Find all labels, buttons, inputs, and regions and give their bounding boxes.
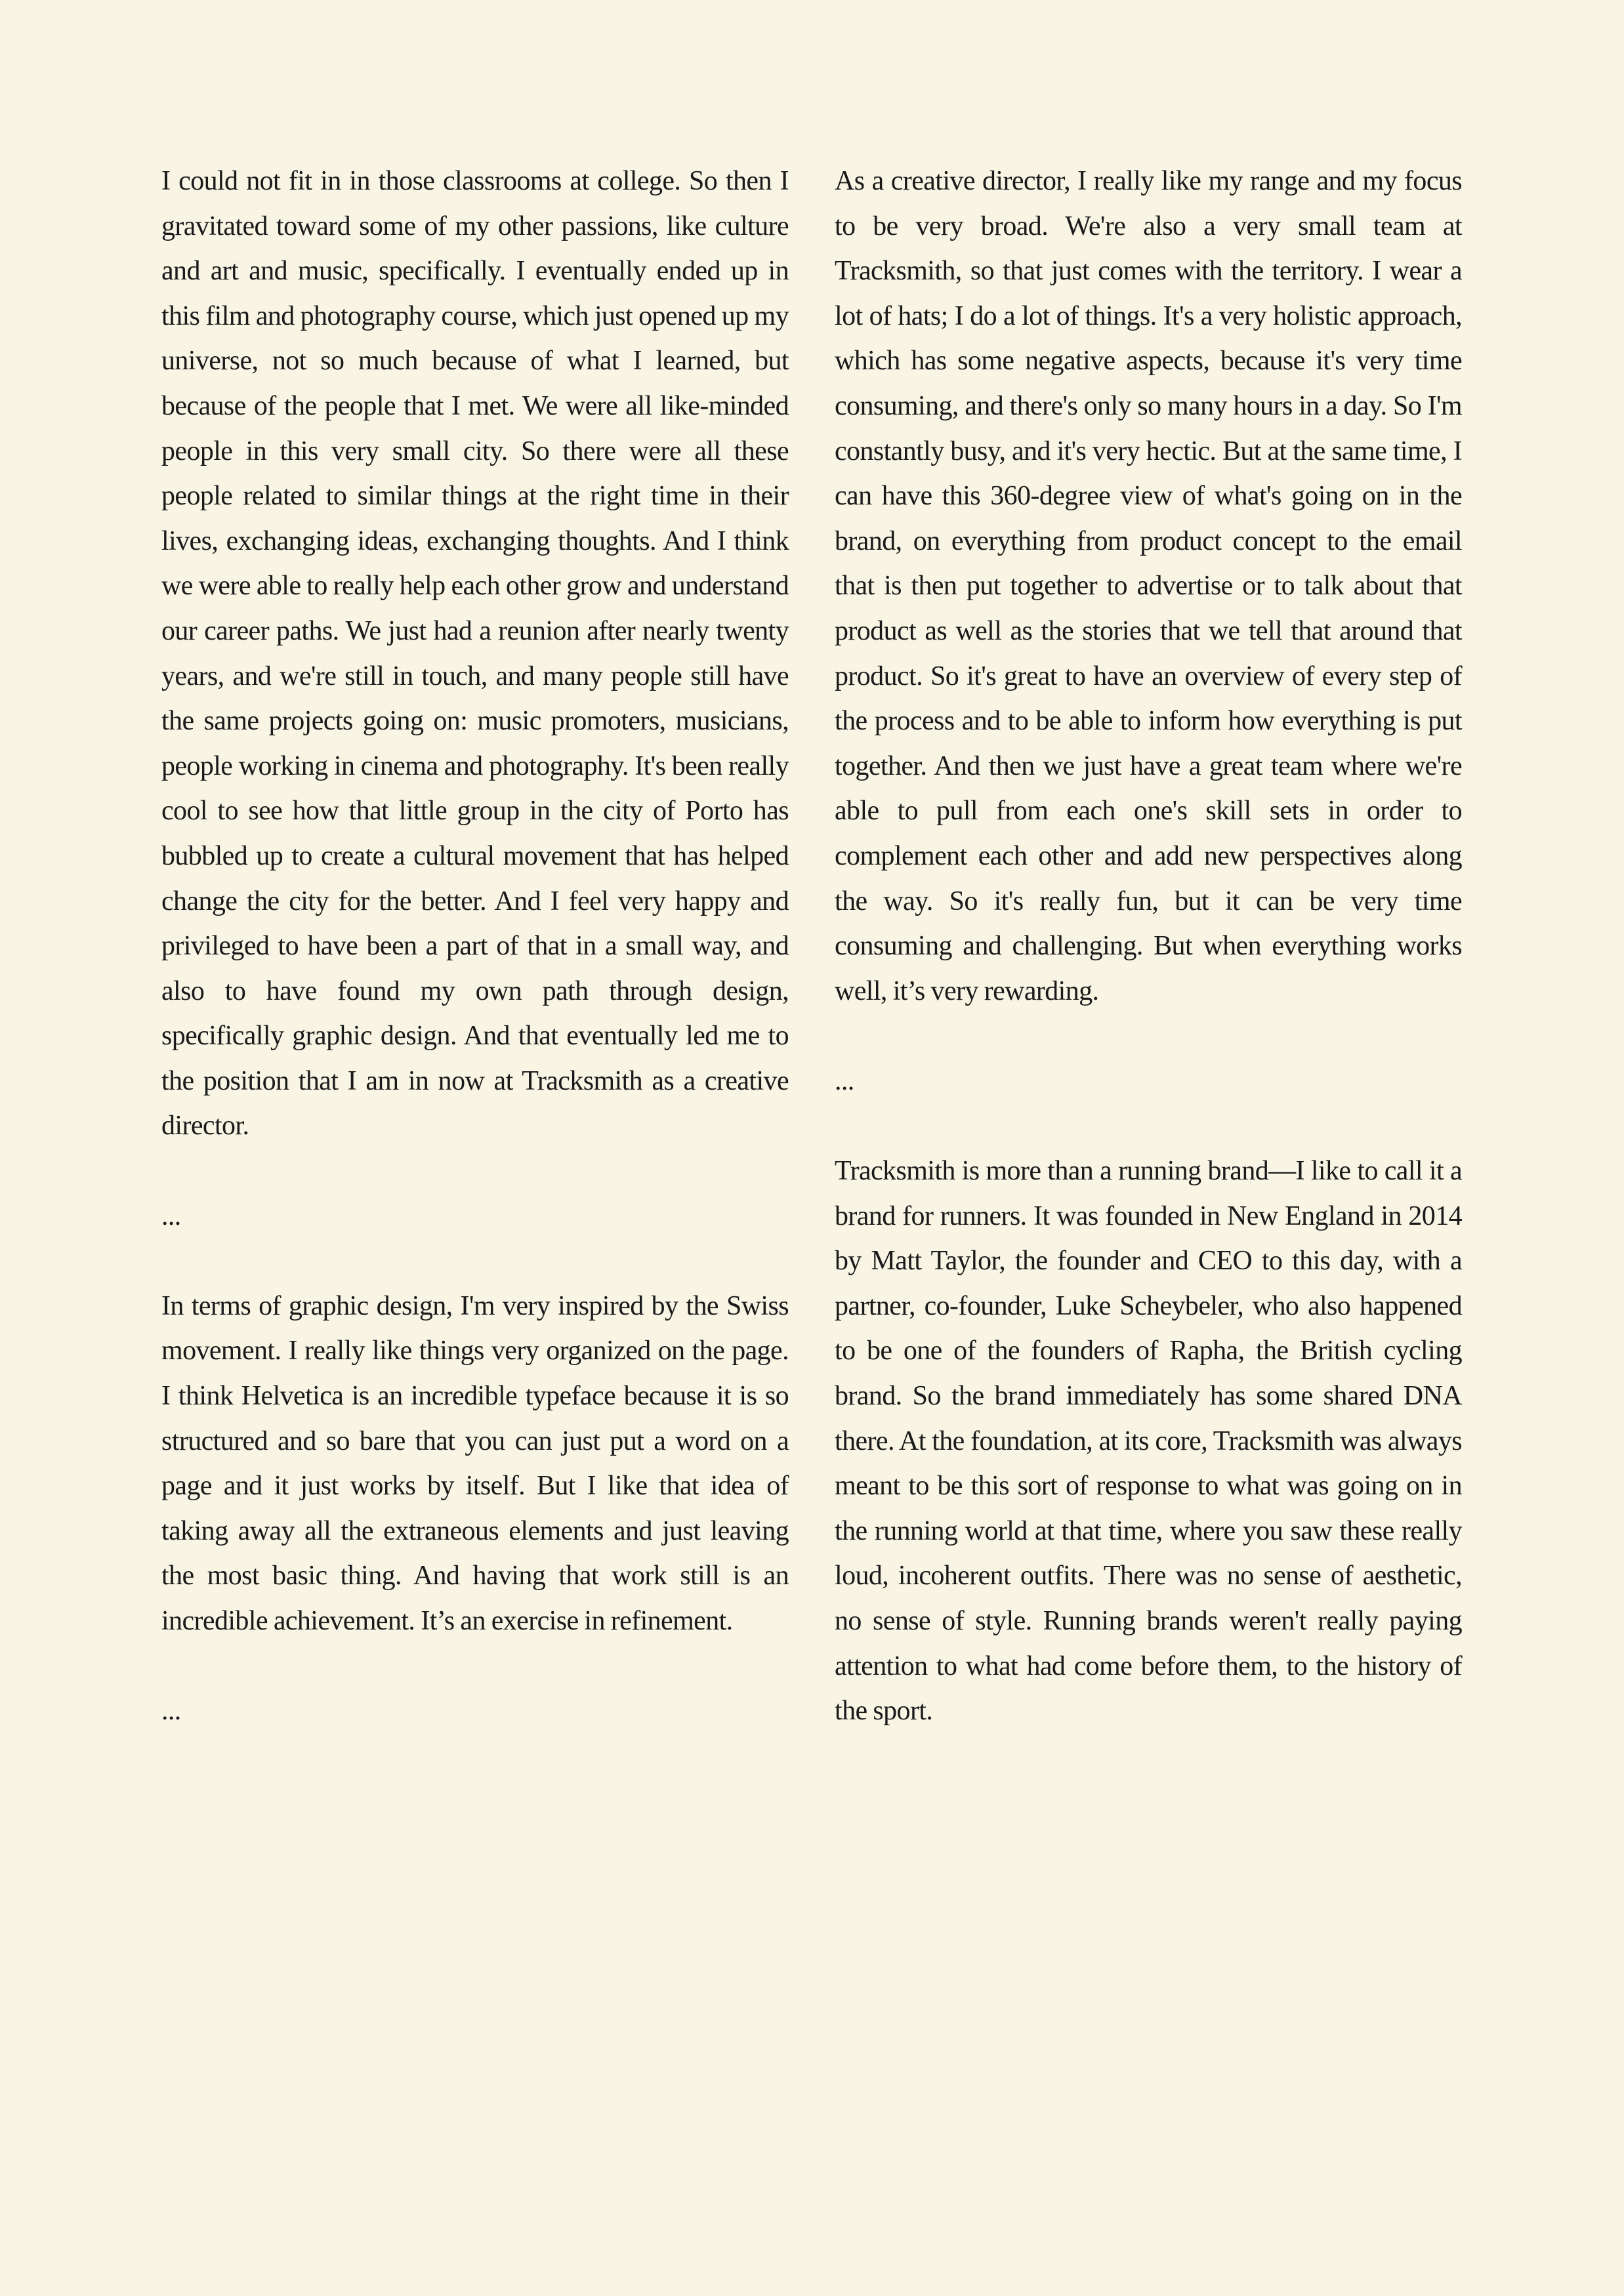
left-column [161,159,789,1778]
right-column [835,159,1462,1778]
ellipsis-separator: ... [835,1065,854,1096]
paragraph-creative-director: As a creative director, I really like my range and my focus to be very broad. We're also a very small team at Tracksmith, so that just comes with the territory. I wear a lot of hats; I do a lot of things. It's a very holistic approach, which has some negative aspects, because it's very time consuming, and there's only so many hours in a day. So I'm constantly busy, and it's very hectic. But at the same time, I can have this 360-degree view of what's going on in the brand, on everything from product concept to the email that is then put together to advertise or to talk about that product as well as the stories that we tell that around that product. So it's great to have an overview of every step of the process and to be able to inform how everything is put together. And then we just have a great team where we're able to pull from each one's skill sets in order to complement each other and add new perspectives along the way. So it's really fun, but it can be very time consuming and challenging. But when everything works well, it’s very rewarding. [835,166,1462,1006]
paragraph-tracksmith-brand: Tracksmith is more than a running brand—I like to call it a brand for runners. It was founded in New England in 2014 by Matt Taylor, the founder and CEO to this day, with a partner, co-founder, Luke Scheybeler, who also happened to be one of the founders of Rapha, the British cycling brand. So the brand immediately has some shared DNA there. At the foundation, at its core, Tracksmith was always meant to be this sort of response to what was going on in the running world at that time, where you saw these really loud, incoherent outfits. There was no sense of aesthetic, no sense of style. Running brands weren't really paying attention to what had come before them, to the history of the sport. [835,1156,1462,1727]
paragraph-porto-college: I could not fit in in those classrooms at college. So then I gravitated toward some of my other passions, like culture and art and music, specifically. I eventually ended up in this film and photography course, which just opened up my universe, not so much because of what I learned, but because of the people that I met. We were all like-minded people in this very small city. So there were all these people related to similar things at the right time in their lives, exchanging ideas, exchanging thoughts. And I think we were able to really help each other grow and understand our career paths. We just had a reunion after nearly twenty years, and we're still in touch, and many people still have the same projects going on: music promoters, musicians, people working in cinema and photography. It's been really cool to see how that little group in the city of Porto has bubbled up to create a cultural movement that has helped change the city for the better. And I feel very happy and privileged to have been a part of that in a small way, and also to have found my own path through design, specifically graphic design. And that eventually led me to the position that I am in now at Tracksmith as a creative director. [161,166,789,1141]
ellipsis-separator: ... [161,1200,181,1231]
ellipsis-separator: ... [161,1696,181,1727]
paragraph-graphic-design: In terms of graphic design, I'm very inspired by the Swiss movement. I really like things very organized on the page. I think Helvetica is an incredible typeface because it is so structured and so bare that you can just put a word on a page and it just works by itself. But I like that idea of taking away all the extraneous elements and just leaving the most basic thing. And having that work still is an incredible achievement. It’s an exercise in refinement. [161,1290,789,1636]
